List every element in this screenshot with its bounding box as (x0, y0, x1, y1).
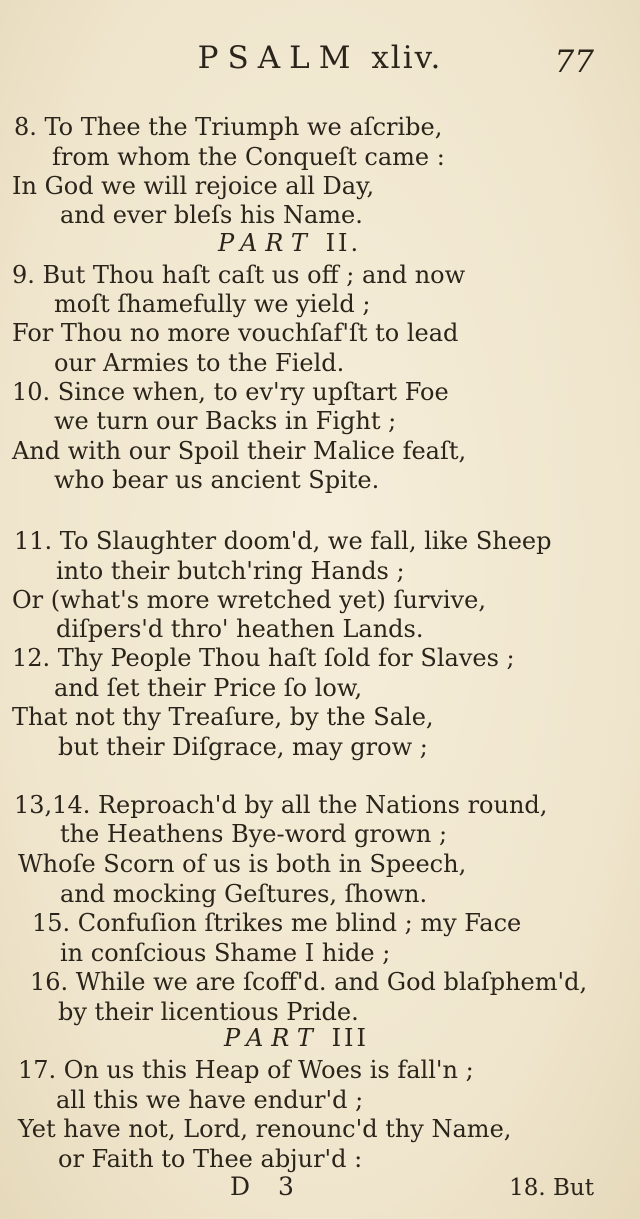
verse-line: or Faith to Thee abjur'd : (58, 1145, 363, 1173)
verse-line: moſt ſhamefully we yield ; (54, 290, 371, 318)
verse-line: by their licentious Pride. (58, 998, 359, 1026)
page-number: 77 (554, 44, 594, 80)
verse-line: Or (what's more wretched yet) ſurvive, (12, 586, 486, 614)
verse-line: 9. But Thou haſt caſt us off ; and now (12, 261, 466, 289)
verse-line: our Armies to the Field. (54, 349, 345, 377)
verse-line: Yet have not, Lord, renounc'd thy Name, (18, 1115, 512, 1143)
verse-line: 12. Thy People Thou haſt ſold for Slaves ; (12, 644, 515, 672)
part-heading-numeral: III (331, 1024, 370, 1052)
verse-line: 17. On us this Heap of Woes is fall'n ; (18, 1056, 474, 1084)
verse-line: 15. Confuſion ſtrikes me blind ; my Face (32, 909, 522, 937)
verse-line: 8. To Thee the Triumph we aſcribe, (14, 113, 443, 141)
part-heading-label: PART (218, 229, 315, 257)
running-title-main: PSALM (197, 40, 360, 76)
verse-line: from whom the Conqueſt came : (52, 143, 445, 171)
verse-line: That not thy Treaſure, by the Sale, (12, 703, 434, 731)
verse-line: 13,14. Reproach'd by all the Nations round, (14, 791, 548, 819)
part-heading (224, 1024, 369, 1052)
verse-line: who bear us ancient Spite. (54, 466, 380, 494)
part-heading-numeral: II. (325, 229, 362, 257)
verse-line: diſpers'd thro' heathen Lands. (56, 615, 424, 643)
part-heading (218, 229, 361, 257)
verse-line: In God we will rejoice all Day, (12, 172, 375, 200)
verse-line: into their butch'ring Hands ; (56, 557, 405, 585)
verse-line: but their Diſgrace, may grow ; (58, 733, 428, 761)
verse-line: For Thou no more vouchſaf'ſt to lead (12, 319, 459, 347)
verse-line: and mocking Geſtures, ſhown. (60, 880, 428, 908)
running-title-roman: xliv. (371, 40, 443, 76)
verse-line: and ſet their Price ſo low, (54, 674, 363, 702)
verse-line: 10. Since when, to ev'ry upſtart Foe (12, 378, 449, 406)
verse-line: in conſcious Shame I hide ; (60, 939, 391, 967)
verse-line: 16. While we are ſcoff'd. and God blaſphem'd, (30, 968, 588, 996)
signature-mark: D 3 (230, 1172, 304, 1201)
verse-line: all this we have endur'd ; (56, 1086, 364, 1114)
verse-line: and ever bleſs his Name. (60, 201, 363, 229)
verse-line: Whoſe Scorn of us is both in Speech, (18, 850, 467, 878)
verse-line: the Heathens Bye-word grown ; (60, 820, 448, 848)
catchword: 18. But (509, 1175, 594, 1201)
running-title (0, 40, 640, 76)
verse-line: 11. To Slaughter doom'd, we fall, like Sheep (14, 527, 552, 555)
part-heading-label: PART (224, 1024, 321, 1052)
verse-line: And with our Spoil their Malice feaſt, (12, 437, 467, 465)
verse-line: we turn our Backs in Fight ; (54, 407, 397, 435)
